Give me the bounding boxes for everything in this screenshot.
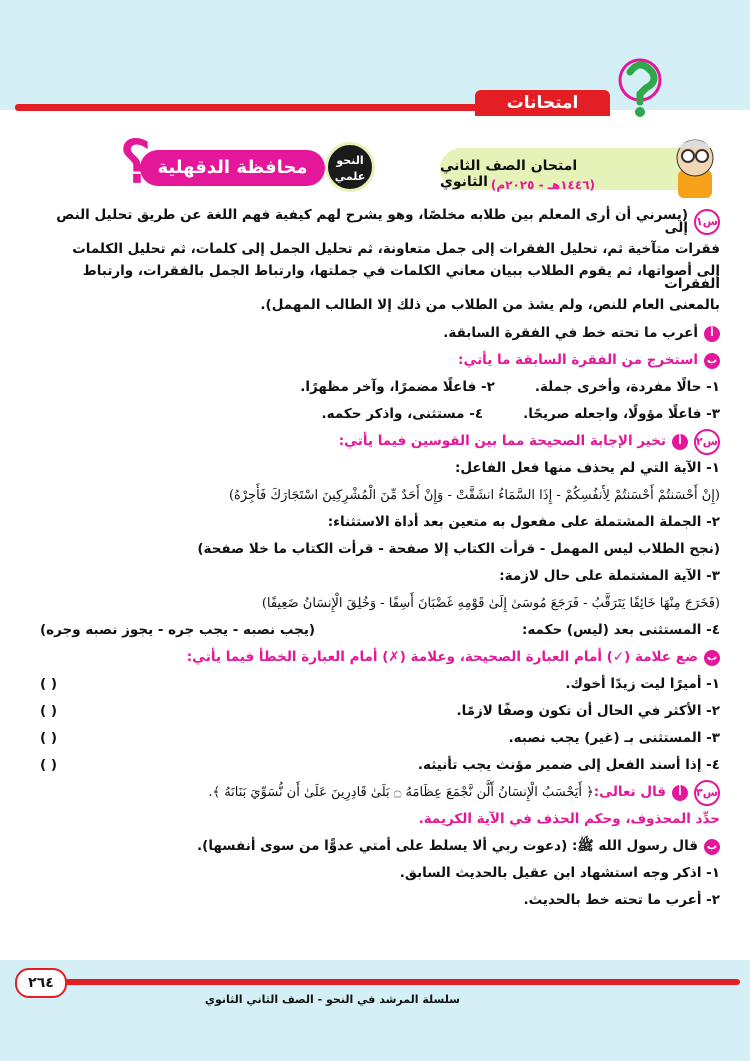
q1-a-text: أعرب ما تحته خط في الفقرة السابقة. bbox=[443, 324, 698, 341]
q3-a-lead: قال تعالى: bbox=[593, 783, 666, 800]
q3-b-text: قال رسول الله ﷺ: (دعوت ربي ألا يسلط على أمتي عدوًّا من سوى أنفسها). bbox=[197, 837, 698, 854]
q1-label: س١ bbox=[694, 209, 720, 235]
q1-paragraph-line: بالمعنى العام للنص، ولم يشذ من الطلاب من ذلك إلا الطالب المهمل). bbox=[260, 297, 720, 314]
q3-label: س٣ bbox=[694, 780, 720, 806]
q1-paragraph-line: إلى أصواتها، ثم يقوم الطلاب ببيان معاني الكلمات في جملتها، وارتباط الجمل بالفقرات، وارتباط الفقرات bbox=[82, 262, 720, 292]
q2-a-text: تخير الإجابة الصحيحة مما بين القوسين فيما يأتي: bbox=[338, 432, 666, 449]
subject-badge bbox=[325, 142, 375, 192]
q2-item-3-options: (فَخَرَجَ مِنْهَا خَائِفًا يَتَرَقَّبُ - فَرَجَعَ مُوسَىٰ إِلَىٰ قَوْمِهِ غَضْبَانَ أَسِفًا - وَخُلِقَ الْإِنسَانُ ضَعِيفًا) bbox=[261, 596, 720, 611]
q2-item-2: ٢- الجملة المشتملة على مفعول به متعين بعد أداة الاستثناء: bbox=[327, 513, 720, 530]
q2-item-4-text: ٤- المستثنى بعد (ليس) حكمه: bbox=[521, 621, 720, 638]
q1-line-1 bbox=[40, 208, 720, 236]
badge-track: علمي bbox=[334, 170, 366, 183]
q3-b-mark: ب bbox=[704, 839, 720, 855]
q1-b-row2 bbox=[40, 401, 720, 428]
section-tab: امتحانات bbox=[475, 90, 610, 116]
tf-text: ٣- المستثنى بـ (غير) يجب نصبه. bbox=[508, 729, 720, 746]
tf-answer-box: ( ) bbox=[40, 702, 58, 719]
q3-a bbox=[40, 779, 720, 806]
q3-a-mark: أ bbox=[672, 785, 688, 801]
page-number: ٢٦٤ bbox=[15, 968, 67, 998]
tf-item bbox=[40, 698, 720, 725]
exam-title: امتحان الصف الثاني الثانوي bbox=[440, 158, 578, 190]
q3-b-item-2: ٢- أعرب ما تحته خط بالحديث. bbox=[523, 891, 720, 908]
q1-b-row1 bbox=[40, 374, 720, 401]
q1-a-mark: أ bbox=[704, 326, 720, 342]
question-mark-icon: ؟ bbox=[120, 128, 151, 196]
q2-b-text: ضع علامة (✓) أمام العبارة الصحيحة، وعلامة (✗) أمام العبارة الخطأ فيما يأتي: bbox=[186, 648, 698, 665]
q1-b-item: ١- حالًا مفردة، وأخرى جملة. bbox=[534, 378, 720, 395]
tf-text: ١- أميرًا ليت زيدًا أخوك. bbox=[565, 675, 720, 692]
exam-year: (١٤٤٦هـ - ٢٠٢٥م) bbox=[490, 178, 595, 192]
q2-a-mark: أ bbox=[672, 434, 688, 450]
series-title: سلسلة المرشد في النحو - الصف الثاني الثانوي bbox=[204, 993, 460, 1006]
q1-b bbox=[40, 347, 720, 374]
q1-b-mark: ب bbox=[704, 353, 720, 369]
q1-b-text: استخرج من الفقرة السابقة ما يأتي: bbox=[458, 351, 698, 368]
q2-item-4-options: (يجب نصبه - يجب جره - يجوز نصبه وجره) bbox=[40, 621, 316, 638]
q2-b-mark: ب bbox=[704, 650, 720, 666]
governorate-label: محافظة الدقهلية bbox=[140, 150, 325, 186]
bottom-band bbox=[0, 960, 750, 1061]
q1-paragraph-line: (يسرني أن أرى المعلم بين طلابه مخلصًا، وهو يشرح لهم كيفية فهم اللغة عن طريق تحليل النص إلى bbox=[56, 206, 688, 236]
tf-text: ٢- الأكثر في الحال أن تكون وصفًا لازمًا. bbox=[456, 702, 720, 719]
q3-a-task: حدِّد المحذوف، وحكم الحذف في الآية الكريمة. bbox=[418, 810, 720, 827]
q2-item-4 bbox=[40, 617, 720, 644]
q1-b-item: ٤- مستثنى، واذكر حكمه. bbox=[321, 405, 484, 422]
q1-paragraph-line: فقرات متآخية ثم، تحليل الفقرات إلى جمل متعاونة، ثم تحليل الجمل إلى كلمات، ثم تحليل الكلمات bbox=[72, 241, 720, 258]
question-mark-logo-icon bbox=[600, 50, 670, 120]
tf-answer-box: ( ) bbox=[40, 675, 58, 692]
tf-item bbox=[40, 725, 720, 752]
q1-a bbox=[40, 320, 720, 347]
teacher-mascot-icon bbox=[660, 130, 730, 202]
badge-subject: النحو bbox=[336, 154, 364, 167]
tf-item bbox=[40, 752, 720, 779]
q2-item-3: ٣- الآية المشتملة على حال لازمة: bbox=[499, 567, 720, 584]
q3-b-item-1: ١- اذكر وجه استشهاد ابن عقيل بالحديث السابق. bbox=[399, 864, 720, 881]
q3-b bbox=[40, 833, 720, 860]
q2-item-2-options: (نجح الطلاب ليس المهمل - قرأت الكتاب إلا صفحة - قرأت الكتاب ما خلا صفحة) bbox=[197, 540, 720, 557]
q2-a bbox=[40, 428, 720, 455]
footer-rule bbox=[60, 979, 740, 985]
q2-item-1-options: (إِنْ أَحْسَنتُمْ أَحْسَنتُمْ لِأَنفُسِكُمْ - إِذَا السَّمَاءُ انشَقَّتْ - وَإِنْ أَحَدٌ مِّنَ الْمُشْرِكِينَ اسْتَجَارَكَ فَأَجِرْهُ) bbox=[228, 488, 720, 503]
exam-header bbox=[120, 128, 730, 200]
exam-content bbox=[40, 208, 720, 914]
q1-b-item: ٢- فاعلًا مضمرًا، وآخر مظهرًا. bbox=[300, 378, 495, 395]
tf-answer-box: ( ) bbox=[40, 729, 58, 746]
q2-item-1: ١- الآية التي لم يحذف منها فعل الفاعل: bbox=[454, 459, 720, 476]
q3-a-verse: ﴿ أَيَحْسَبُ الْإِنسَانُ أَلَّن نَّجْمَعَ عِظَامَهُ ۝ بَلَىٰ قَادِرِينَ عَلَىٰ أَن نُّسَوِّيَ بَنَانَهُ ﴾. bbox=[208, 785, 594, 800]
q2-b bbox=[40, 644, 720, 671]
tf-answer-box: ( ) bbox=[40, 756, 58, 773]
q1-b-item: ٣- فاعلًا مؤولًا، واجعله صريحًا. bbox=[523, 405, 720, 422]
tf-item bbox=[40, 671, 720, 698]
tf-text: ٤- إذا أسند الفعل إلى ضمير مؤنث يجب تأنيثه. bbox=[417, 756, 720, 773]
q2-label: س٢ bbox=[694, 429, 720, 455]
